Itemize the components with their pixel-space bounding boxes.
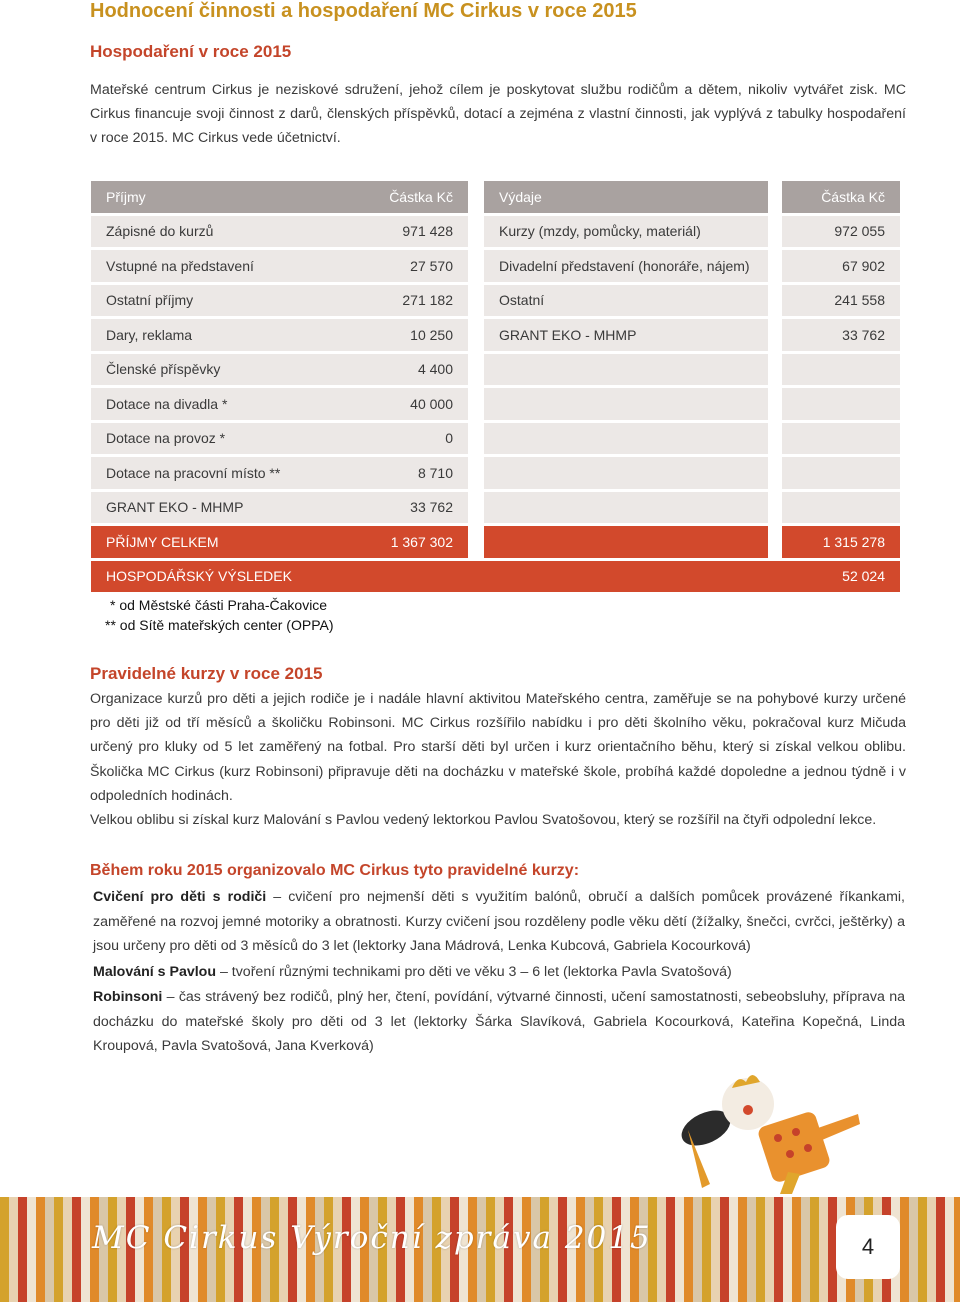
income-amount: 10 250 [313,319,468,351]
expense-amount [782,457,900,489]
expense-label [484,423,768,455]
course-item [93,960,905,985]
income-amount: 4 400 [313,354,468,386]
regular-courses-paragraph-2: Velkou oblibu si získal kurz Malování s Pavlou vedený lektorkou Pavlou Svatošovou, který se rozšířil na čtyři odpolední lekce. [90,812,877,829]
course-name: Robinsoni [93,989,163,1005]
section-title-regular-courses: Pravidelné kurzy v roce 2015 [90,664,323,683]
footer-brand: MC Cirkus Výroční zpráva 2015 [92,1220,652,1256]
footnote-one-star: * od Městské části Praha-Čakovice [110,597,328,613]
course-description: – cvičení pro nejmenší děti s využitím balónů, obručí a dalších pomůcek provázené říkankami, zaměřené na rozvoj jemné motoriky a obratnosti. Kurzy cvičení jsou rozděleny podle věku dětí (žížalky, šnečci, cvrčci, ještěrky) a jsou určeny pro děti od 3 měsíců do 3 let (lektorky Jana Mádrová, Lenka Kubcová, Gabriela Kocourková) [93,889,905,954]
head-shape [722,1078,774,1130]
header-income: Příjmy [91,181,313,213]
expense-label [484,492,768,524]
income-label: Vstupné na představení [91,250,313,282]
expense-label: Kurzy (mzdy, pomůcky, materiál) [484,216,768,248]
course-description: – tvoření různými technikami pro děti ve věku 3 – 6 let (lektorka Pavla Svatošová) [216,963,732,980]
body-shape [757,1110,832,1184]
course-item [93,985,905,1059]
table-row [91,423,900,455]
course-name: Malování s Pavlou [93,963,216,980]
page-title: Hodnocení činnosti a hospodaření MC Cirkus v roce 2015 [90,0,637,22]
expense-amount [782,354,900,386]
table-row [91,457,900,489]
expense-amount: 241 558 [782,285,900,317]
course-list [93,885,905,1060]
expense-label [484,457,768,489]
course-name: Cvičení pro děti s rodiči [93,889,267,905]
nose-shape [743,1105,753,1115]
footnote-two-star: ** od Sítě mateřských center (OPPA) [105,617,334,633]
total-spacer [484,526,768,558]
income-amount: 27 570 [313,250,468,282]
income-amount: 0 [313,423,468,455]
income-amount: 40 000 [313,388,468,420]
expense-amount: 67 902 [782,250,900,282]
expense-total: 1 315 278 [782,526,900,558]
income-label: Zápisné do kurzů [91,216,313,248]
table-row-total [91,526,900,558]
course-item [93,885,905,959]
table-row [91,285,900,317]
income-amount: 33 762 [313,492,468,524]
section-title-finance: Hospodaření v roce 2015 [90,42,292,61]
table-row [91,388,900,420]
finance-table [91,178,900,595]
arm-shape [818,1114,860,1140]
income-amount: 971 428 [313,216,468,248]
result-value: 52 024 [782,561,900,593]
clown-mascot-illustration [668,1068,868,1196]
expense-label: Divadelní představení (honoráře, nájem) [484,250,768,282]
finance-table-header [91,181,900,213]
section-title-organized-courses: Během roku 2015 organizovalo MC Cirkus tyto pravidelné kurzy: [90,862,580,879]
course-description: – čas strávený bez rodičů, plný her, čtení, povídání, výtvarné činnosti, učení samostatnosti, sebeobsluhy, příprava na docházku do mateřské školy pro děti od 3 let (lektorky Šárka Slavíková, Gabriela Kocourková, Kateřina Kopečná, Linda Kroupová, Pavla Svatošová, Jana Kverková) [93,989,905,1054]
header-expenses: Výdaje [484,181,768,213]
income-label: Dotace na provoz * [91,423,313,455]
intro-paragraph [90,78,906,150]
page-number: 4 [836,1215,900,1279]
table-row [91,354,900,386]
total-label: PŘÍJMY CELKEM [91,526,313,558]
expense-amount: 33 762 [782,319,900,351]
income-label: Ostatní příjmy [91,285,313,317]
income-label: Dotace na pracovní místo ** [91,457,313,489]
income-amount: 8 710 [313,457,468,489]
header-expenses-amount: Částka Kč [782,181,900,213]
table-row-result [91,561,900,593]
income-label: Dary, reklama [91,319,313,351]
expense-amount: 972 055 [782,216,900,248]
regular-courses-text [90,687,906,832]
expense-amount [782,492,900,524]
header-income-amount: Částka Kč [313,181,468,213]
expense-label: Ostatní [484,285,768,317]
expense-label [484,388,768,420]
income-label: Dotace na divadla * [91,388,313,420]
income-label: GRANT EKO - MHMP [91,492,313,524]
income-amount: 271 182 [313,285,468,317]
table-row [91,492,900,524]
expense-amount [782,388,900,420]
table-row [91,216,900,248]
regular-courses-paragraph-1: Organizace kurzů pro děti a jejich rodiče je i nadále hlavní aktivitou Mateřského centra, zaměřuje se na pohybové kurzy určené pro děti již od tří měsíců a školičku Robinsoni. MC Cirkus rozšířilo nabídku i pro děti školního věku, pokračoval kurz Mičuda určený pro kluky od 5 let zaměřený na fotbal. Pro starší děti byl určen i kurz orientačního běhu, který si získal velkou oblibu. Školička MC Cirkus (kurz Robinsoni) připravuje děti na docházku v mateřské škole, probíhá každé dopoledne a jednou týdně i v odpoledních hodinách. [90,691,906,804]
intro-text: Mateřské centrum Cirkus je neziskové sdružení, jehož cílem je poskytovat službu rodičům a dětem, nikoliv vytvářet zisk. MC Cirkus financuje svoji činnost z darů, členských příspěvků, dotací a zejména z vlastní činnosti, jak vyplývá z tabulky hospodaření v roce 2015. MC Cirkus vede účetnictví. [90,82,906,146]
result-label: HOSPODÁŘSKÝ VÝSLEDEK [91,561,484,593]
income-label: Členské příspěvky [91,354,313,386]
result-spacer [484,561,782,593]
expense-label: GRANT EKO - MHMP [484,319,768,351]
table-row [91,319,900,351]
table-row [91,250,900,282]
expense-label [484,354,768,386]
income-total: 1 367 302 [313,526,468,558]
expense-amount [782,423,900,455]
